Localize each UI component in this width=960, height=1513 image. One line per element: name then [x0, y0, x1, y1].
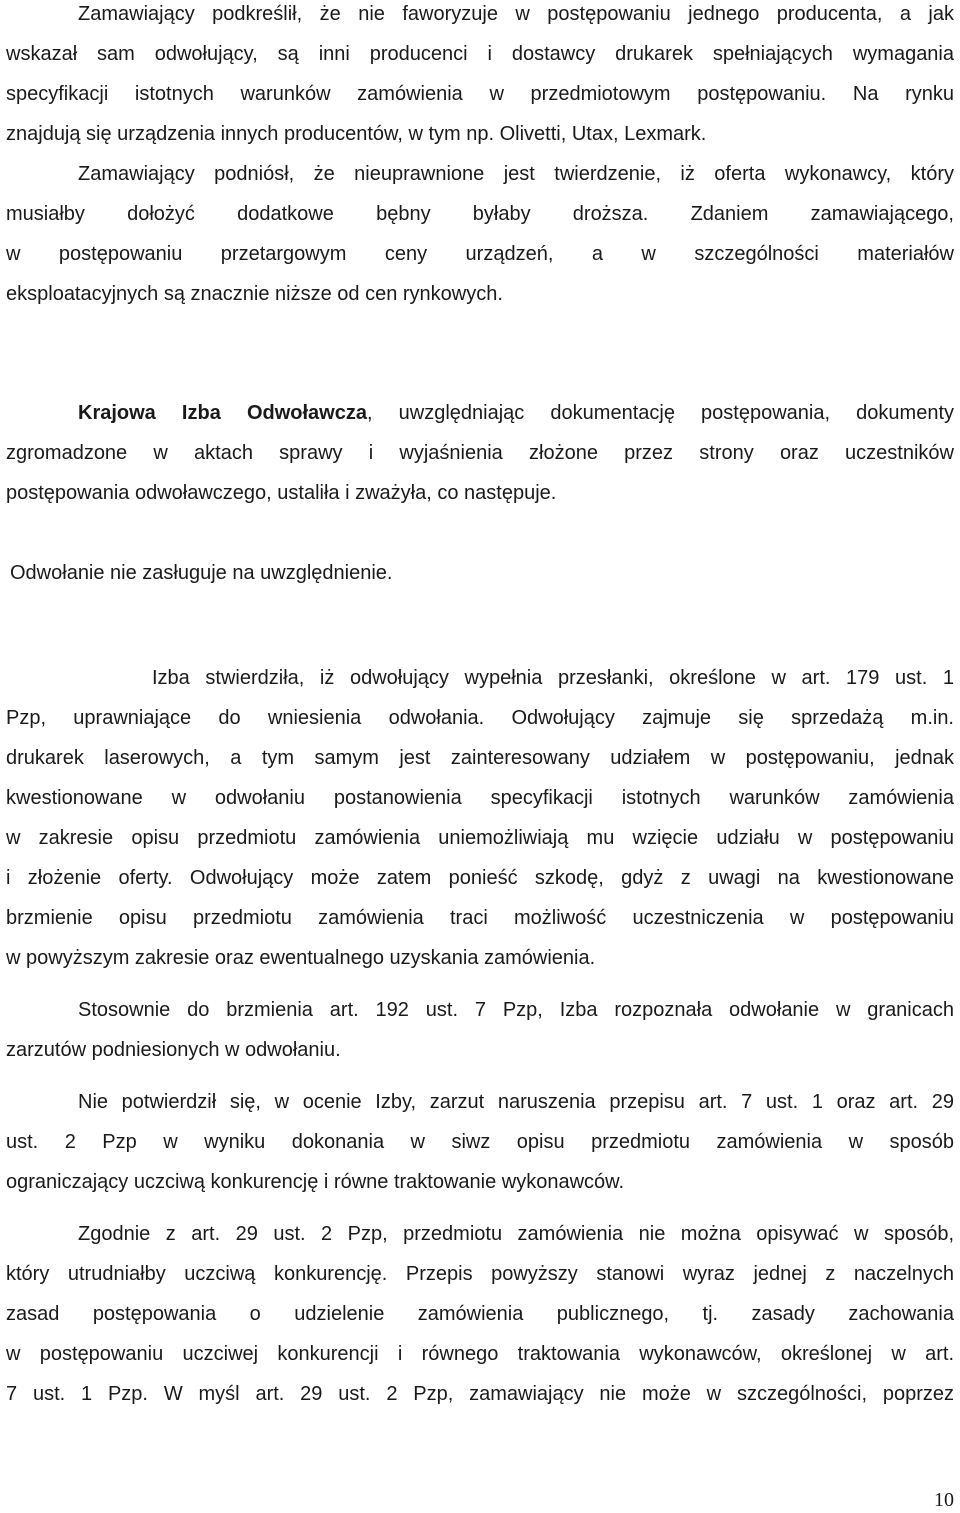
text-line: w powyższym zakresie oraz ewentualnego uzyskania zamówienia. — [6, 947, 596, 969]
text-line: Pzp, uprawniające do wniesienia odwołania. Odwołujący zajmuje się sprzedażą m.in. — [6, 707, 954, 729]
text-line: postępowania odwoławczego, ustaliła i zważyła, co następuje. — [6, 482, 557, 504]
text-line: Izba stwierdziła, iż odwołujący wypełnia przesłanki, określone w art. 179 ust. 1 — [152, 667, 954, 689]
text-line: wskazał sam odwołujący, są inni producenci i dostawcy drukarek spełniających wymagania — [6, 43, 954, 65]
text-line: w zakresie opisu przedmiotu zamówienia uniemożliwiają mu wzięcie udziału w postępowaniu — [6, 827, 954, 849]
text-line: drukarek laserowych, a tym samym jest zainteresowany udziałem w postępowaniu, jednak — [6, 747, 954, 769]
text-line: który utrudniałby uczciwą konkurencję. Przepis powyższy stanowi wyraz jednej z naczelnych — [6, 1263, 954, 1285]
text-line: zarzutów podniesionych w odwołaniu. — [6, 1039, 341, 1061]
text-line: eksploatacyjnych są znacznie niższe od cen rynkowych. — [6, 283, 503, 305]
text-line: specyfikacji istotnych warunków zamówienia w przedmiotowym postępowaniu. Na rynku — [6, 83, 954, 105]
text-line: w postępowaniu uczciwej konkurencji i równego traktowania wykonawców, określonej w art. — [6, 1343, 954, 1365]
text-line — [78, 401, 954, 441]
text-line: Nie potwierdził się, w ocenie Izby, zarzut naruszenia przepisu art. 7 ust. 1 oraz art. 29 — [78, 1091, 954, 1113]
text-line: zasad postępowania o udzielenie zamówienia publicznego, tj. zasady zachowania — [6, 1303, 954, 1325]
text-line: zgromadzone w aktach sprawy i wyjaśnienia złożone przez strony oraz uczestników — [6, 442, 954, 464]
text-line: 7 ust. 1 Pzp. W myśl art. 29 ust. 2 Pzp, zamawiający nie może w szczególności, poprzez — [6, 1383, 954, 1405]
text-line: musiałby dołożyć dodatkowe bębny byłaby droższa. Zdaniem zamawiającego, — [6, 203, 954, 225]
text-line: brzmienie opisu przedmiotu zamówienia traci możliwość uczestniczenia w postępowaniu — [6, 907, 954, 929]
text-line: ograniczający uczciwą konkurencję i równe traktowanie wykonawców. — [6, 1171, 625, 1193]
court-name: Krajowa Izba Odwoławcza — [78, 402, 367, 424]
text-line: Zgodnie z art. 29 ust. 2 Pzp, przedmiotu zamówienia nie można opisywać w sposób, — [78, 1223, 954, 1245]
verdict-line: Odwołanie nie zasługuje na uwzględnienie. — [10, 562, 393, 584]
text-line: w postępowaniu przetargowym ceny urządzeń, a w szczególności materiałów — [6, 243, 954, 265]
text-line: Zamawiający podkreślił, że nie faworyzuje w postępowaniu jednego producenta, a jak — [78, 3, 954, 25]
text-line: ust. 2 Pzp w wyniku dokonania w siwz opisu przedmiotu zamówienia w sposób — [6, 1131, 954, 1153]
text-line: Stosownie do brzmienia art. 192 ust. 7 Pzp, Izba rozpoznała odwołanie w granicach — [78, 999, 954, 1021]
text-line: i złożenie oferty. Odwołujący może zatem ponieść szkodę, gdyż z uwagi na kwestionowane — [6, 867, 954, 889]
text-span: , uwzględniając dokumentację postępowania, dokumenty — [366, 402, 955, 424]
text-line: znajdują się urządzenia innych producentów, w tym np. Olivetti, Utax, Lexmark. — [6, 123, 707, 145]
text-line: kwestionowane w odwołaniu postanowienia specyfikacji istotnych warunków zamówienia — [6, 787, 954, 809]
text-line: Zamawiający podniósł, że nieuprawnione jest twierdzenie, iż oferta wykonawcy, który — [78, 163, 954, 185]
page-number: 10 — [934, 1489, 954, 1511]
